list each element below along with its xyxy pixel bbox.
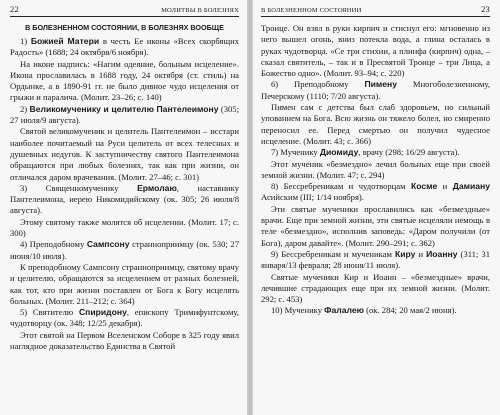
- paragraph: [261, 102, 490, 147]
- paragraph: [10, 262, 239, 307]
- paragraph: [261, 249, 490, 272]
- paragraph-text: (ок. 284; 20 мая/2 июня).: [364, 305, 457, 316]
- paragraph: [261, 305, 490, 316]
- paragraph: [10, 36, 239, 59]
- paragraph: [261, 23, 490, 79]
- saint-name: Диомиду: [319, 147, 359, 158]
- paragraph-text: Святой великомученик и целитель Пантелеимон – исстари наиболее почитаемый на Руси целитель от всех телесных и душевных недугов. К заступничеству святого Пантелеимона обращаются при любых болезнях, так как при жизни, он отличался даром врачевания. (Молит. 27–46; с. 301): [10, 126, 239, 182]
- saint-name: Киру: [394, 248, 416, 259]
- paragraph-text: 9) Бессребреникам и мученикам: [271, 248, 395, 259]
- saint-name: Пимену: [364, 79, 398, 90]
- paragraph-text: На иконе надпись: «Нагим одеяние, больным исцеление». Икона прославилась в 1688 году, 24 октября (ст. стиль) на Ордынке, а в 1890-91 гг. не было дивное чудо исцеления от грыжи и паралича. (Молит. 23–26; с. 140): [10, 58, 239, 103]
- paragraph-text: в честь Ее иконы «Всех скорбящих Радость» (1688; 24 октября/6 ноября).: [10, 36, 240, 58]
- paragraph-text: Многоболезненному, Печерскому (1110; 7/20 августа).: [261, 79, 491, 101]
- paragraph-text: , наставнику Пантелеимона, иерею Никомидийскому (ок. 305; 26 июля/8 августа).: [10, 182, 239, 216]
- saint-name: Ермолаю: [137, 182, 177, 193]
- paragraph: [261, 204, 490, 249]
- left-page-number: 22: [10, 4, 19, 14]
- saint-name: Косме: [410, 181, 438, 192]
- saint-name: Иоанну: [426, 248, 458, 259]
- left-running-title: МОЛИТВЫ В БОЛЕЗНЯХ: [161, 7, 239, 14]
- paragraph-text: Эти святые мученики прославились как «безмездные» врачи. Еще при земной жизни, эти святые исцеляли немощь в теле «безмездно», исполнив заповедь: «Даром получили (от Бога), даром давайте». (Молит. 290–291; с. 362): [261, 203, 490, 248]
- paragraph: [10, 330, 239, 353]
- right-page-header: [261, 4, 490, 17]
- paragraph: [10, 183, 239, 217]
- paragraph-text: Пимен сам с детства был слаб здоровьем, но сильный упованием на Бога. Всю жизнь он тяжело болел, но смиренно переносил ее. Перед смертью он получил чудесное исцеление. (Молит. 43; с. 366): [261, 102, 490, 146]
- paragraph: [261, 159, 490, 182]
- saint-name: Великомученику и целителю Пантелеимону: [29, 103, 219, 114]
- paragraph-text: Святые мученики Кир и Иоанн – «безмездные» врачи, лечившие страдающих еще при их земной жизни. (Молит. 292; с. 453): [261, 271, 490, 305]
- saint-name: Спиридону: [78, 307, 127, 318]
- saint-name: Фалалею: [324, 305, 364, 316]
- paragraph-text: 2): [20, 103, 30, 114]
- section-heading: В БОЛЕЗНЕННОМ СОСТОЯНИИ, В БОЛЕЗНЯХ ВООБЩЕ: [25, 23, 224, 32]
- saint-name: Божией Матери: [30, 36, 100, 46]
- paragraph: [261, 272, 490, 306]
- paragraph: [261, 79, 490, 102]
- paragraph-text: странноприимцу (ок. 530; 27 июня/10 июля).: [10, 239, 239, 261]
- paragraph-text: 6) Преподобному: [271, 79, 365, 90]
- paragraph-text: , врачу (298; 16/29 августа).: [358, 147, 460, 158]
- paragraph-text: К преподобному Сампсону странноприимцу, святому врачу и целителю, обращаются за исцелением от разных болезней, как тот, кто при жизни поставлен от Бога к Богу исцелять больных. (Молит. 211–212; с. 364): [10, 261, 239, 306]
- left-page-body: [10, 36, 239, 352]
- paragraph: [10, 104, 239, 127]
- left-page: [0, 0, 247, 415]
- saint-name: Дамиану: [452, 181, 490, 192]
- left-page-header: [10, 4, 239, 17]
- paragraph-text: Этому святому также молятся об исцелении. (Молит. 17; с. 300): [10, 216, 239, 239]
- right-page-body: [261, 23, 490, 317]
- paragraph-text: 1): [20, 36, 31, 46]
- paragraph: [10, 217, 239, 240]
- paragraph: [10, 307, 239, 330]
- paragraph-text: 3) Священномученику: [20, 182, 138, 193]
- paragraph-text: и: [415, 248, 427, 259]
- paragraph-text: , епископу Тримифунтскому, чудотворцу (ок. 348; 12/25 декабря).: [10, 307, 239, 329]
- paragraph-text: 10) Мученику: [271, 305, 325, 316]
- paragraph: [261, 147, 490, 158]
- paragraph: [261, 181, 490, 204]
- paragraph-text: Асийским (III; 1/14 ноября).: [261, 192, 364, 203]
- paragraph-text: (311; 31 января/13 февраля; 28 июня/11 июля).: [261, 248, 490, 271]
- paragraph: [10, 59, 239, 104]
- paragraph-text: Троице. Он взял в руки кирпич и стиснул его: мгновенно из него вышел огонь, вниз потекла вода, а глина осталась в руках чудотворца. «Се три стихии, а плинфа (кирпич) одна, – сказал святитель, – так и в Пресвятой Троице – три Лица, а Божество одно». (Молит. 93–94; с. 220): [261, 23, 490, 79]
- paragraph-text: Этот святой на Первом Вселенском Соборе в 325 году явил наглядное доказательство Единства в Святой: [10, 329, 239, 352]
- right-page: [253, 0, 500, 415]
- paragraph-text: и: [437, 181, 453, 192]
- paragraph-text: 4) Преподобному: [20, 239, 87, 250]
- paragraph-text: 8) Бессребреникам и чудотворцам: [271, 181, 411, 192]
- paragraph-text: 5) Святителю: [20, 307, 79, 318]
- paragraph-text: Этот мученик «безмездно» лечил больных еще при своей земной жизни. (Молит. 47; с. 294): [261, 158, 490, 180]
- paragraph: [10, 239, 239, 262]
- paragraph: [10, 126, 239, 182]
- saint-name: Сампсону: [86, 239, 130, 250]
- paragraph-text: 7) Мученику: [271, 147, 320, 158]
- right-running-title: В БОЛЕЗНЕННОМ СОСТОЯНИИ: [261, 7, 362, 14]
- paragraph-text: (305; 27 июля/9 августа).: [10, 103, 239, 126]
- right-page-number: 23: [481, 4, 490, 14]
